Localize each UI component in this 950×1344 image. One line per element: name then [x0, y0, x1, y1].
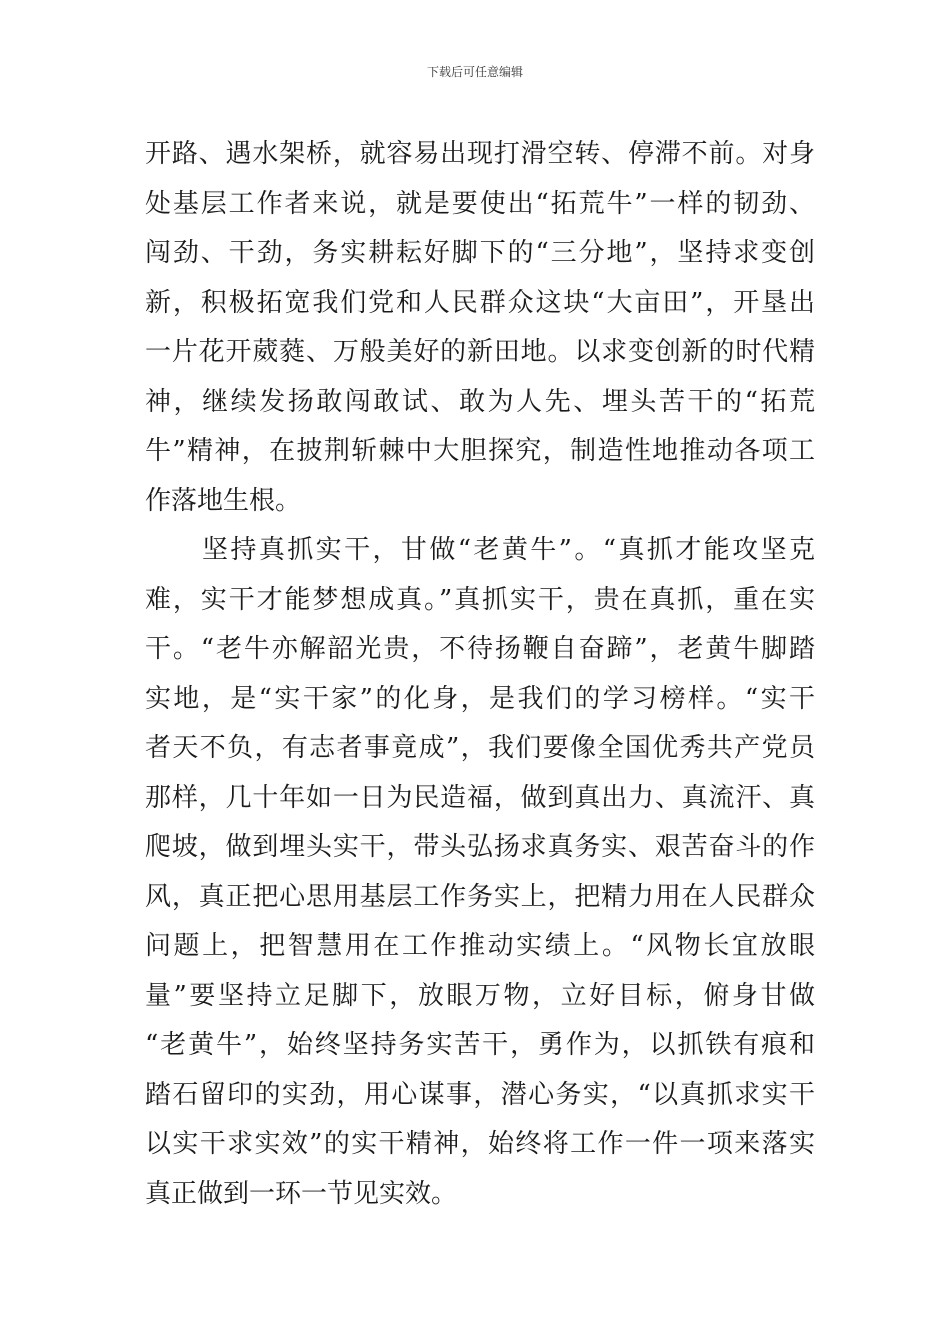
paragraph-2-line-7: 爬坡，做到埋头实干，带头弘扬求真务实、艰苦奋斗的作 [145, 832, 815, 862]
paragraph-1-line-8: 作落地生根。 [145, 485, 302, 516]
paragraph-2-line-2: 难，实干才能梦想成真。”真抓实干，贵在真抓，重在实 [145, 584, 815, 615]
paragraph-2-line-11: “老黄牛”，始终坚持务实苦干，勇作为，以抓铁有痕和 [145, 1030, 815, 1060]
paragraph-2-line-8: 风，真正把心思用基层工作务实上，把精力用在人民群众 [145, 881, 815, 912]
paragraph-1-line-1: 开路、遇水架桥，就容易出现打滑空转、停滞不前。对身 [145, 139, 815, 169]
paragraph-1-line-3: 闯劲、干劲，务实耕耘好脚下的“三分地”，坚持求变创 [145, 238, 815, 268]
document-body [145, 130, 815, 1219]
paragraph-2-line-9: 问题上，把智慧用在工作推动实绩上。“风物长宜放眼 [145, 931, 815, 961]
paragraph-2-line-13: 以实干求实效”的实干精神，始终将工作一件一项来落实 [145, 1129, 815, 1159]
paragraph-2-line-4: 实地，是“实干家”的化身，是我们的学习榜样。“实干 [145, 683, 815, 714]
paragraph-2-line-5: 者天不负，有志者事竟成”，我们要像全国优秀共产党员 [145, 733, 815, 763]
page-header: 下载后可任意编辑 [426, 65, 523, 79]
paragraph-1-line-7: 牛”精神，在披荆斩棘中大胆探究，制造性地推动各项工 [145, 436, 815, 466]
paragraph-1-line-6: 神，继续发扬敢闯敢试、敢为人先、埋头苦干的“拓荒 [145, 386, 815, 417]
paragraph-2-line-3: 干。“老牛亦解韶光贵，不待扬鞭自奋蹄”，老黄牛脚踏 [145, 634, 815, 664]
paragraph-2-line-10: 量”要坚持立足脚下，放眼万物，立好目标，俯身甘做 [145, 980, 815, 1011]
paragraph-1-line-2: 处基层工作者来说，就是要使出“拓荒牛”一样的韧劲、 [145, 188, 815, 219]
paragraph-1-line-4: 新，积极拓宽我们党和人民群众这块“大亩田”，开垦出 [145, 287, 815, 318]
paragraph-1-line-5: 一片花开葳蕤、万般美好的新田地。以求变创新的时代精 [145, 337, 815, 367]
paragraph-2-line-12: 踏石留印的实劲，用心谋事，潜心务实，“以真抓求实干 [145, 1079, 815, 1110]
paragraph-2-line-14: 真正做到一环一节见实效。 [145, 1178, 458, 1209]
paragraph-2-line-6: 那样，几十年如一日为民造福，做到真出力、真流汗、真 [145, 782, 815, 813]
paragraph-2-line-1: 坚持真抓实干，甘做“老黄牛”。“真抓才能攻坚克 [202, 535, 815, 565]
